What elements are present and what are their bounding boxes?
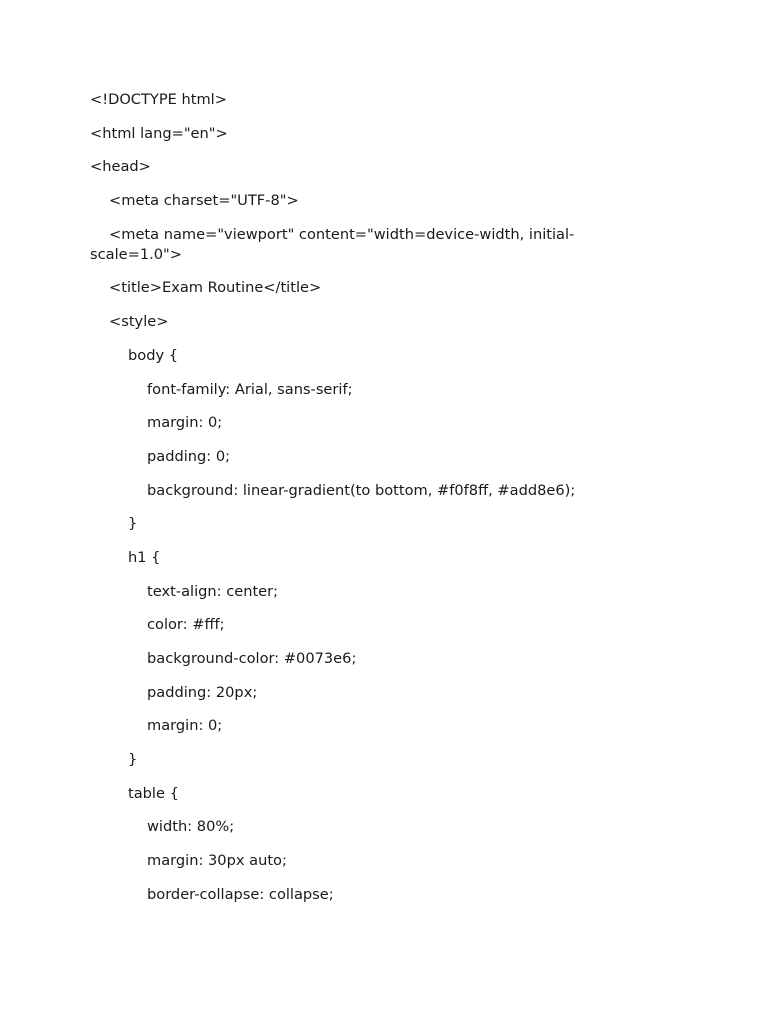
code-line: width: 80%; — [147, 818, 235, 836]
code-line-text: <meta name="viewport" content="width=device-width, initial-scale=1.0"> — [90, 225, 575, 263]
code-line: color: #fff; — [147, 616, 225, 634]
code-line: <meta charset="UTF-8"> — [109, 192, 299, 210]
code-line: background: linear-gradient(to bottom, #f0f8ff, #add8e6); — [147, 481, 576, 499]
code-line: table { — [128, 784, 179, 802]
code-line: <html lang="en"> — [90, 124, 228, 142]
code-line: <title>Exam Routine</title> — [109, 279, 322, 297]
code-line — [90, 225, 600, 265]
code-line: background-color: #0073e6; — [147, 650, 357, 667]
code-line: font-family: Arial, sans-serif; — [147, 380, 353, 398]
code-line: margin: 0; — [147, 717, 223, 735]
code-listing — [90, 90, 600, 919]
code-line: <head> — [90, 158, 151, 176]
code-line: margin: 30px auto; — [147, 852, 287, 870]
code-line: <style> — [109, 313, 169, 331]
code-line: padding: 20px; — [147, 683, 258, 701]
code-line: margin: 0; — [147, 414, 223, 432]
code-line: body { — [128, 346, 179, 364]
code-line: } — [128, 751, 138, 769]
code-line: padding: 0; — [147, 447, 231, 465]
code-line: } — [128, 515, 138, 533]
code-line: text-align: center; — [147, 582, 279, 600]
code-line: h1 { — [128, 548, 161, 566]
code-line: border-collapse: collapse; — [147, 885, 334, 903]
code-line: <!DOCTYPE html> — [90, 91, 227, 108]
